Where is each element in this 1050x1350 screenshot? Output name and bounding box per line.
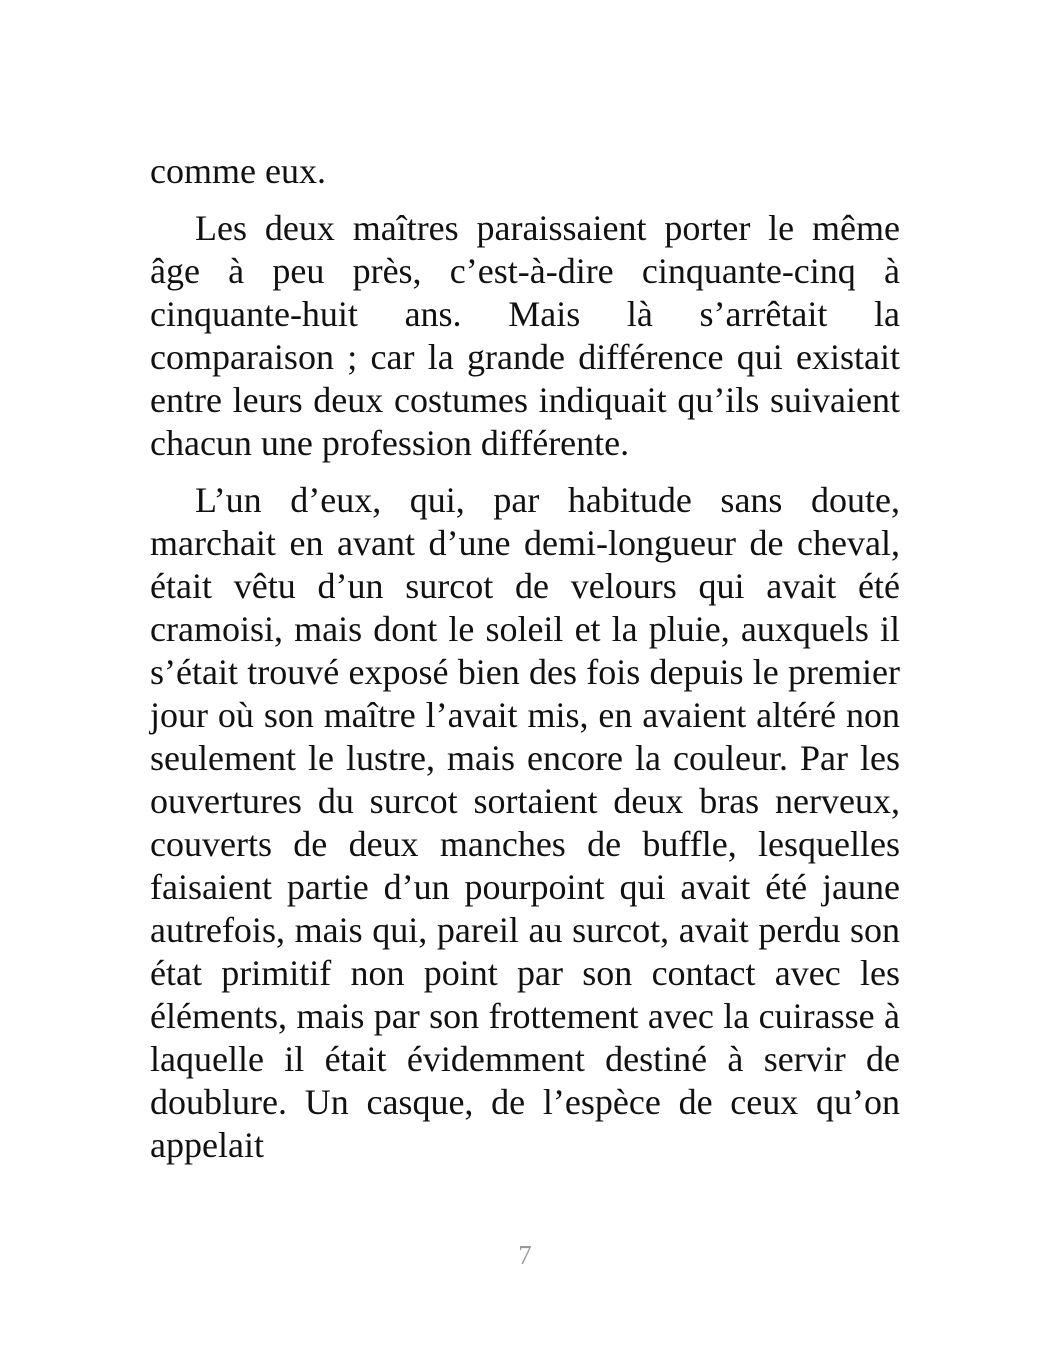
page-number: 7 <box>518 1240 532 1270</box>
paragraph-continuation: comme eux. <box>150 151 326 191</box>
body-text <box>150 150 900 1181</box>
paragraph-ages: Les deux maîtres paraissaient porter le même âge à peu près, c’est-à-dire cinquante-cinq à cinquante-huit ans. Mais là s’arrêtait la comparaison ; car la grande différence qui existait entre leurs deux costumes indiquait qu’ils suivaient chacun une profession différente. <box>150 208 900 463</box>
paragraph-costume: L’un d’eux, qui, par habitude sans doute, marchait en avant d’une demi-longueur de cheval, était vêtu d’un surcot de velours qui avait été cramoisi, mais dont le soleil et la pluie, auxquels il s’était trouvé exposé bien des fois depuis le premier jour où son maître l’avait mis, en avaient altéré non seulement le lustre, mais encore la couleur. Par les ouvertures du surcot sortaient deux bras nerveux, couverts de deux manches de buffle, lesquelles faisaient partie d’un pourpoint qui avait été jaune autrefois, mais qui, pareil au surcot, avait perdu son état primitif non point par son contact avec les éléments, mais par son frottement avec la cuirasse à laquelle il était évidemment destiné à servir de doublure. Un casque, de l’espèce de ceux qu’on appelait <box>150 480 900 1165</box>
